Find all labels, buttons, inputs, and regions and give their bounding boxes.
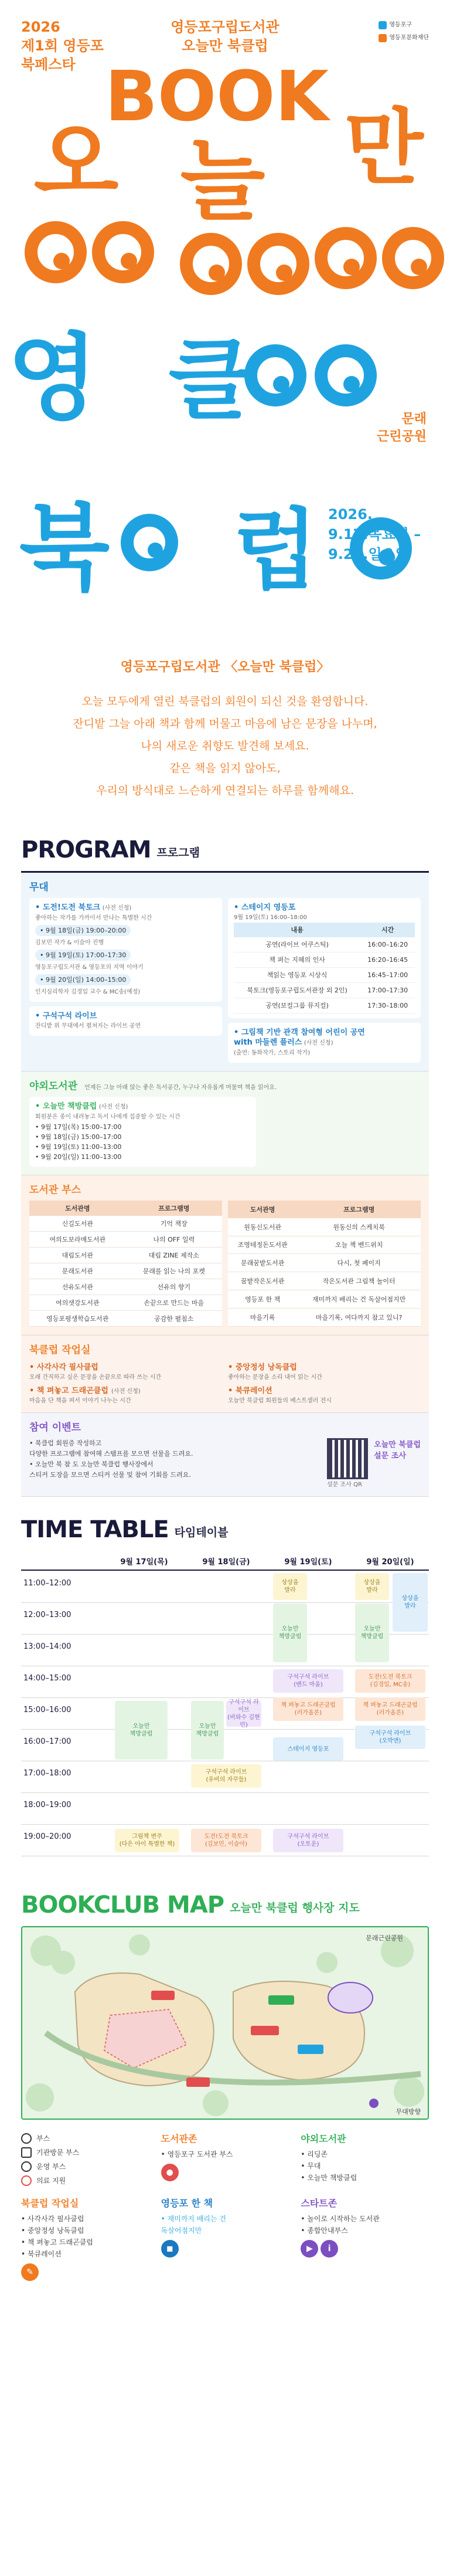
legend-row <box>21 2145 149 2160</box>
survey-sub: 설문 조사 <box>374 1452 406 1460</box>
cell: 16:45–17:00 <box>360 968 415 983</box>
booktalk-slot: • 9월 19일(토) 17:00–17:30 <box>35 950 131 961</box>
table-row <box>29 1216 222 1232</box>
table-row <box>29 1311 222 1327</box>
event-line: 다양한 프로그램에 참여해 스탬프를 모으면 선물을 드려요. <box>29 1450 193 1458</box>
event-block[interactable] <box>191 1764 261 1788</box>
legend-item: • 중앙정성 낭독클럽 <box>21 2226 84 2235</box>
bookshop-title: • 오늘만 책방클럽 <box>35 1102 97 1111</box>
booktalk-guest: 인지심리학자 김경일 교수 & MC송(예정) <box>35 989 141 995</box>
one-book-zone-icon: ◼ <box>161 2240 179 2258</box>
table-row <box>29 1279 222 1295</box>
outdoor-library-band <box>21 1072 429 1175</box>
time-label: 19:00–20:00 <box>23 1832 71 1841</box>
cell: 영등포 한 책 <box>228 1290 297 1309</box>
booths-table-right <box>228 1201 421 1327</box>
event-line: • 북클럽 회원증 작성하고 <box>29 1439 102 1447</box>
program-header <box>0 837 450 863</box>
time-label: 18:00–19:00 <box>23 1801 71 1809</box>
intro-line: 우리의 방식대로 느슨하게 연결되는 하루를 함께해요. <box>96 784 354 797</box>
workshop-grid <box>29 1361 421 1404</box>
legend-label: 부스 <box>36 2134 50 2143</box>
event-line: • 오늘만 북 참 도 오늘만 북클럽 행사장에서 <box>29 1460 154 1468</box>
venue-line-2: 근린공원 <box>376 429 427 444</box>
booktalk-guest: 영등포구립도서관 & 영등포의 지역 이야기 <box>35 964 144 971</box>
grid-line <box>21 1602 429 1603</box>
program-subheading: 프로그램 <box>156 846 200 859</box>
event-label: 구석구석 라이브 (오토운) <box>287 1833 329 1848</box>
workshop-title: 북클럽 작업실 <box>29 1344 91 1356</box>
timetable-subheading: 타임테이블 <box>174 1526 229 1539</box>
table-row <box>234 998 415 1014</box>
cell: 오늘 책 밴드위치 <box>297 1236 421 1254</box>
event-label: 상상을 발라 <box>363 1580 381 1594</box>
booktalk-slot: • 9월 18일(금) 19:00–20:00 <box>35 925 131 936</box>
cell: 신길도서관 <box>29 1216 126 1232</box>
bookshop-slot: • 9월 18일(금) 15:00–17:00 <box>35 1133 122 1141</box>
stage-schedule-table <box>234 923 415 1014</box>
intro-line: 오늘 모두에게 열린 북클럽의 회원이 되신 것을 환영합니다. <box>81 695 369 708</box>
orange-eyes <box>31 228 438 289</box>
workshop-left <box>29 1361 222 1404</box>
booktalk-title: • 도전!도전 북토크 <box>35 903 101 912</box>
kids-show-desc: (출연: 동화작가, 스토리 작가) <box>234 1050 311 1056</box>
event-block[interactable] <box>226 1701 261 1727</box>
date-line-3: 9.20.일요일 <box>328 546 409 562</box>
live-desc: 잔디밭 위 무대에서 펼쳐지는 라이브 공연 <box>35 1023 141 1029</box>
time-label: 15:00–16:00 <box>23 1706 71 1714</box>
table-row <box>29 1232 222 1248</box>
cell: 문래도서관 <box>29 1263 126 1279</box>
cell: 공연(라이브 어쿠스틱) <box>234 937 360 953</box>
cell: 손끝으로 만드는 마을 <box>126 1295 222 1311</box>
kids-show-card <box>228 1023 421 1063</box>
venue-map[interactable] <box>21 1926 429 2120</box>
legend-start-zone <box>301 2196 429 2281</box>
table-row <box>234 953 415 968</box>
legend-workshop-zone <box>21 2196 149 2281</box>
booths-title: 도서관 부스 <box>29 1184 81 1196</box>
bookclub-workshop-band <box>21 1336 429 1413</box>
bookshop-sub: (사전 신청) <box>98 1104 128 1110</box>
date-line-2: 9.17.목요일 – <box>328 526 421 543</box>
event-label: 구석구석 라이브 (오박앤) <box>369 1730 411 1744</box>
time-label: 12:00–13:00 <box>23 1611 71 1619</box>
event-body <box>29 1438 421 1488</box>
day-header: 9월 19일(토) <box>284 1558 332 1567</box>
legend-row <box>21 2160 149 2174</box>
legend-label: 기관방문 부스 <box>36 2148 80 2157</box>
timetable-grid <box>21 1558 429 1869</box>
intro-line: 같은 책을 읽지 않아도, <box>169 762 281 775</box>
program-board <box>21 871 429 1497</box>
legend-title: 도서관존 <box>161 2133 197 2144</box>
headline-oh: 오 <box>33 113 119 215</box>
cell: 여의샛강도서관 <box>29 1295 126 1311</box>
event-label: 오늘만 책방클럽 <box>196 1723 219 1737</box>
timetable-heading: TIME TABLE <box>21 1516 169 1543</box>
legend-item: • 사각사각 필사클럽 <box>21 2215 84 2223</box>
time-label: 11:00–12:00 <box>23 1579 71 1588</box>
cell: 북토크(영등포구립도서관장 외 2인) <box>234 983 360 998</box>
event-label: 구석구석 라이브 (유비의 자꾸들) <box>205 1769 247 1783</box>
kids-show-title-2: with 마들렌 플러스 <box>234 1038 302 1047</box>
table-row <box>234 937 415 953</box>
map-drawing <box>22 1927 428 2119</box>
live-card <box>29 1006 222 1036</box>
headline-reob: 럽 <box>233 500 318 602</box>
bookshop-desc: 회원분은 종이 내려놓고 독서 나에게 집중할 수 있는 시간 <box>35 1114 180 1120</box>
booktalk-sub: (사전 신청) <box>102 905 132 911</box>
festival-dates <box>328 504 421 564</box>
headline-neul: 늘 <box>180 130 265 232</box>
booths-grid <box>29 1201 421 1327</box>
venue-line-1: 문래 <box>401 412 427 426</box>
event-block[interactable] <box>355 1697 425 1721</box>
cell: 재미까지 배리는 건 독살어점지만 <box>297 1290 421 1309</box>
col-library: 도서관명 <box>29 1201 126 1216</box>
event-block[interactable] <box>355 1573 389 1600</box>
cell: 영등포평생학습도서관 <box>29 1311 126 1327</box>
grid-line <box>21 1792 429 1793</box>
table-row <box>29 1263 222 1279</box>
bookshop-club-card <box>29 1097 256 1167</box>
cell: 꿈밭작은도서관 <box>228 1272 297 1290</box>
map-heading: BOOKCLUB MAP <box>21 1892 224 1919</box>
map-legend <box>0 2120 450 2188</box>
event-block[interactable] <box>273 1829 343 1852</box>
event-block[interactable] <box>273 1697 343 1721</box>
cell: 선유의 향기 <box>126 1279 222 1295</box>
kids-show-title: • 그림책 기반 관객 참여형 어린이 공연 <box>234 1028 365 1037</box>
stage-left <box>29 898 222 1063</box>
grid-line <box>21 1824 429 1825</box>
legend-title: 스타트존 <box>301 2198 338 2209</box>
table-row <box>29 1295 222 1311</box>
table-row <box>228 1218 421 1236</box>
stage-grid <box>29 898 421 1063</box>
cell: 작은도서관 그림책 놀이터 <box>297 1272 421 1290</box>
legend-item: • 책 펴놓고 드래곤클럽 <box>21 2238 93 2246</box>
stage-yd-title: • 스테이지 영등포 <box>234 903 296 912</box>
kids-show-sub: (사전 신청) <box>304 1040 333 1046</box>
cell: 대림 ZINE 제작소 <box>126 1248 222 1263</box>
bookshop-slot: • 9월 20일(일) 11:00–13:00 <box>35 1153 122 1161</box>
event-block[interactable] <box>273 1737 343 1761</box>
headline-buk: 북 <box>19 493 110 603</box>
workshop-zone-icon: ✎ <box>21 2263 39 2281</box>
col-library: 도서관명 <box>228 1201 297 1218</box>
cell: 책읽는 영등포 시상식 <box>234 968 360 983</box>
booktalk-slot: • 9월 20일(일) 14:00–15:00 <box>35 974 131 985</box>
event-block[interactable] <box>273 1604 307 1662</box>
cell: 17:30–18:00 <box>360 998 415 1014</box>
booktalk-card <box>29 898 222 1002</box>
time-label: 14:00–15:00 <box>23 1674 71 1683</box>
legend-item: • 영등포구 도서관 부스 <box>161 2150 233 2158</box>
legend-title: 북클럽 작업실 <box>21 2198 79 2209</box>
table-row <box>228 1236 421 1254</box>
headline-book: BOOK <box>104 56 329 137</box>
day-header: 9월 20일(일) <box>366 1558 414 1567</box>
event-block[interactable] <box>273 1669 343 1693</box>
library-zone-icon: ● <box>161 2164 179 2181</box>
booths-table-left <box>29 1201 222 1327</box>
survey-qr[interactable] <box>327 1438 368 1488</box>
event-block[interactable] <box>393 1573 428 1632</box>
curation-desc: 오늘만 북클럽 회원들의 베스트셀러 전시 <box>228 1398 332 1404</box>
event-line: 제1회 영등포 <box>21 38 104 54</box>
intro-section <box>0 657 450 802</box>
live-title: • 구석구석 라이브 <box>35 1012 97 1021</box>
booktalk-guest: 김보민 작가 & 이슬아 진행 <box>35 940 104 946</box>
cell: 16:00–16:20 <box>360 937 415 953</box>
event-line: 스티커 도장을 모으면 스티커 선물 및 참여 기회를 드려요. <box>29 1471 191 1479</box>
bookshop-slot: • 9월 19일(토) 11:00–13:00 <box>35 1143 122 1151</box>
venue <box>377 411 427 446</box>
legend-one-book-zone <box>161 2196 289 2281</box>
info-icon: i <box>321 2240 338 2258</box>
cell: 공연(보컬그룹 뮤지컬) <box>234 998 360 1014</box>
event-block[interactable] <box>355 1604 389 1662</box>
event-title: 참여 이벤트 <box>29 1422 81 1433</box>
stage-right <box>228 898 421 1063</box>
event-label: 구석구석 라이브 (밴드 마을) <box>287 1674 329 1688</box>
cell: 공감한 펼침소 <box>126 1311 222 1327</box>
event-band <box>21 1413 429 1497</box>
col-program: 프로그램명 <box>126 1201 222 1216</box>
event-text <box>29 1438 319 1488</box>
legend-title: 영등포 한 책 <box>161 2198 213 2209</box>
event-label: 오늘만 책방클럽 <box>129 1723 153 1737</box>
legend-item: • 놀이로 시작하는 도서관 <box>301 2215 380 2223</box>
table-row <box>228 1272 421 1290</box>
survey-caption: 설문 조사 QR <box>327 1482 362 1488</box>
cell: 기억 책장 <box>126 1216 222 1232</box>
cell: 다시, 첫 페이지 <box>297 1254 421 1272</box>
map-subheading: 오늘만 북클럽 행사장 지도 <box>230 1902 360 1914</box>
legend-item: 독살어점지만 <box>161 2226 202 2235</box>
table-row <box>29 1248 222 1263</box>
legend-item: • 오늘만 책방클럽 <box>301 2174 357 2182</box>
cell: 원동신도서관 <box>228 1218 297 1236</box>
legend-title: 야외도서관 <box>301 2133 346 2144</box>
cell: 16:20–16:45 <box>360 953 415 968</box>
outdoor-head <box>29 1077 421 1097</box>
event-block[interactable] <box>191 1701 224 1760</box>
event-block[interactable] <box>115 1829 179 1852</box>
table-row <box>234 968 415 983</box>
event-block[interactable] <box>273 1573 307 1600</box>
legend-row <box>21 2131 149 2145</box>
time-label: 13:00–14:00 <box>23 1642 71 1651</box>
stage-band <box>21 873 429 1072</box>
booth-icon <box>21 2133 32 2144</box>
event-label: 상상을 발라 <box>401 1595 419 1609</box>
operation-booth-icon <box>21 2161 32 2172</box>
cell: 문래꿈밭도서관 <box>228 1254 297 1272</box>
table-row <box>228 1290 421 1309</box>
cell: 나의 OFF 일력 <box>126 1232 222 1248</box>
headline-keul: 클 <box>168 330 254 432</box>
day-header: 9월 18일(금) <box>202 1558 250 1567</box>
legend-item: • 리딩존 <box>301 2150 328 2158</box>
cell: 선유도서관 <box>29 1279 126 1295</box>
intro-title: 영등포구립도서관 〈오늘만 북클럽〉 <box>120 660 330 674</box>
legend-library-zone <box>161 2131 289 2188</box>
hero-section <box>0 0 450 657</box>
logo-1-text: 영등포구 <box>389 22 412 28</box>
intro-line: 잔디밭 그늘 아래 책과 함께 머물고 마음에 남은 문장을 나누며, <box>73 717 377 730</box>
event-block[interactable] <box>115 1701 168 1760</box>
event-label: 도전!도전 북토크 (김보민, 이슬아) <box>204 1833 248 1848</box>
reading-club-desc: 좋아하는 문장을 소리 내어 읽는 시간 <box>228 1374 322 1381</box>
col-time: 시간 <box>360 923 415 937</box>
event-label: 오늘만 책방클럽 <box>278 1626 302 1640</box>
date-line-1: 2026. <box>328 506 373 523</box>
event-label: 구석구석 라이브 (비와수 김현민) <box>227 1699 260 1728</box>
cell: 17:00–17:30 <box>360 983 415 998</box>
legend-label: 운영 부스 <box>36 2163 66 2171</box>
legend-item: • 북큐레이션 <box>21 2250 62 2258</box>
library-booths-band <box>21 1175 429 1336</box>
legend-label: 의료 지원 <box>36 2177 66 2185</box>
event-label: 책 펴놓고 드래곤클럽 (러가올론) <box>363 1702 418 1716</box>
transcribe-club-desc: 오래 간직하고 싶은 문장을 손끝으로 따라 쓰는 시간 <box>29 1374 162 1381</box>
timetable-header <box>0 1517 450 1543</box>
partner-booth-icon <box>21 2147 32 2158</box>
event-block[interactable] <box>191 1829 261 1852</box>
headline-young: 영 <box>7 323 98 433</box>
col-content: 내용 <box>234 923 360 937</box>
table-row <box>228 1254 421 1272</box>
transcribe-club-title: • 사각사각 필사클럽 <box>29 1363 98 1372</box>
col-program: 프로그램명 <box>297 1201 421 1218</box>
dragon-club-title: • 책 펴놓고 드래곤클럽 <box>29 1387 108 1395</box>
survey-title: 오늘만 북클럽 <box>374 1440 421 1449</box>
year-line: 2026 <box>21 19 60 35</box>
event-label: 오늘만 책방클럽 <box>360 1626 384 1640</box>
map-header <box>0 1892 450 1918</box>
event-label: 도전!도전 북토크 (김경일, MC송) <box>368 1674 412 1688</box>
event-label: 그림책 변주 (다은 아이 특별한 책) <box>119 1833 175 1848</box>
org-line-1: 영등포구립도서관 <box>171 19 279 35</box>
time-label: 16:00–17:00 <box>23 1737 71 1746</box>
intro-line: 나의 새로운 취향도 발견해 보세요. <box>141 740 309 753</box>
time-label: 17:00–18:00 <box>23 1769 71 1778</box>
stage-title: 무대 <box>29 882 49 893</box>
cell: 책 펴는 지혜의 인사 <box>234 953 360 968</box>
cell: 마을기록, 여다까지 참고 있니? <box>297 1309 421 1327</box>
survey-block <box>327 1438 421 1488</box>
cell: 마을기록 <box>228 1309 297 1327</box>
festival-line: 북페스타 <box>21 56 76 73</box>
stage-yd-sub: 9월 19일(토) 16:00–18:00 <box>234 914 307 921</box>
cell: 여의도보라매도서관 <box>29 1232 126 1248</box>
legend-outdoor-zone <box>301 2131 429 2188</box>
logo-2-text: 영등포문화재단 <box>389 35 429 41</box>
event-label: 스테이지 영등포 <box>287 1745 329 1753</box>
table-row <box>234 983 415 998</box>
legend-icons <box>21 2131 149 2188</box>
event-label: 상상을 발라 <box>281 1580 299 1594</box>
headline-man: 만 <box>344 100 424 196</box>
start-zone-icon: ▶ <box>301 2240 318 2258</box>
cell: 원동신의 스케치북 <box>297 1218 421 1236</box>
map-label-bottom: 무대방향 <box>396 2108 421 2116</box>
dragon-club-sub: (사전 신청) <box>111 1388 141 1395</box>
legend-item: • 종합안내부스 <box>301 2226 348 2235</box>
event-label: 책 펴놓고 드래곤클럽 (러가올론) <box>281 1702 336 1716</box>
event-block[interactable] <box>355 1669 425 1693</box>
qr-code-icon[interactable] <box>327 1438 368 1479</box>
org-line-2: 오늘만 북클럽 <box>182 38 268 54</box>
program-heading: PROGRAM <box>21 836 151 863</box>
legend-item: • 무대 <box>301 2162 321 2170</box>
map-label-top: 문래근린공원 <box>366 1934 403 1942</box>
outdoor-note: 언제든 그늘 아래 앉는 좋은 독서공간, 누구나 자유롭게 머물며 책을 읽어요. <box>84 1084 277 1091</box>
cell: 문래를 읽는 나의 포켓 <box>126 1263 222 1279</box>
map-legend-2 <box>0 2188 450 2281</box>
survey-label <box>374 1438 421 1460</box>
day-header: 9월 17일(목) <box>120 1558 168 1567</box>
event-block[interactable] <box>355 1726 425 1749</box>
start-zone <box>328 1982 373 2013</box>
cell: 조명테정돈도서관 <box>228 1236 297 1254</box>
dragon-club-desc: 마음을 단 책을 펴서 이야기 나누는 시간 <box>29 1398 131 1404</box>
reading-club-title: • 중앙정성 낭독클럽 <box>228 1363 297 1372</box>
booktalk-desc: 좋아하는 작가를 가까이서 만나는 특별한 시간 <box>35 915 152 921</box>
outdoor-title: 야외도서관 <box>29 1080 78 1092</box>
workshop-right <box>228 1361 421 1404</box>
medical-icon <box>21 2175 32 2186</box>
legend-row <box>21 2174 149 2188</box>
table-row <box>228 1309 421 1327</box>
curation-title: • 북큐레이션 <box>228 1387 272 1395</box>
cell: 대림도서관 <box>29 1248 126 1263</box>
legend-item: • 재미까지 배리는 건 <box>161 2215 226 2223</box>
stage-yeongdeungpo-card <box>228 898 421 1018</box>
bookshop-slot: • 9월 17일(목) 15:00–17:00 <box>35 1123 122 1131</box>
